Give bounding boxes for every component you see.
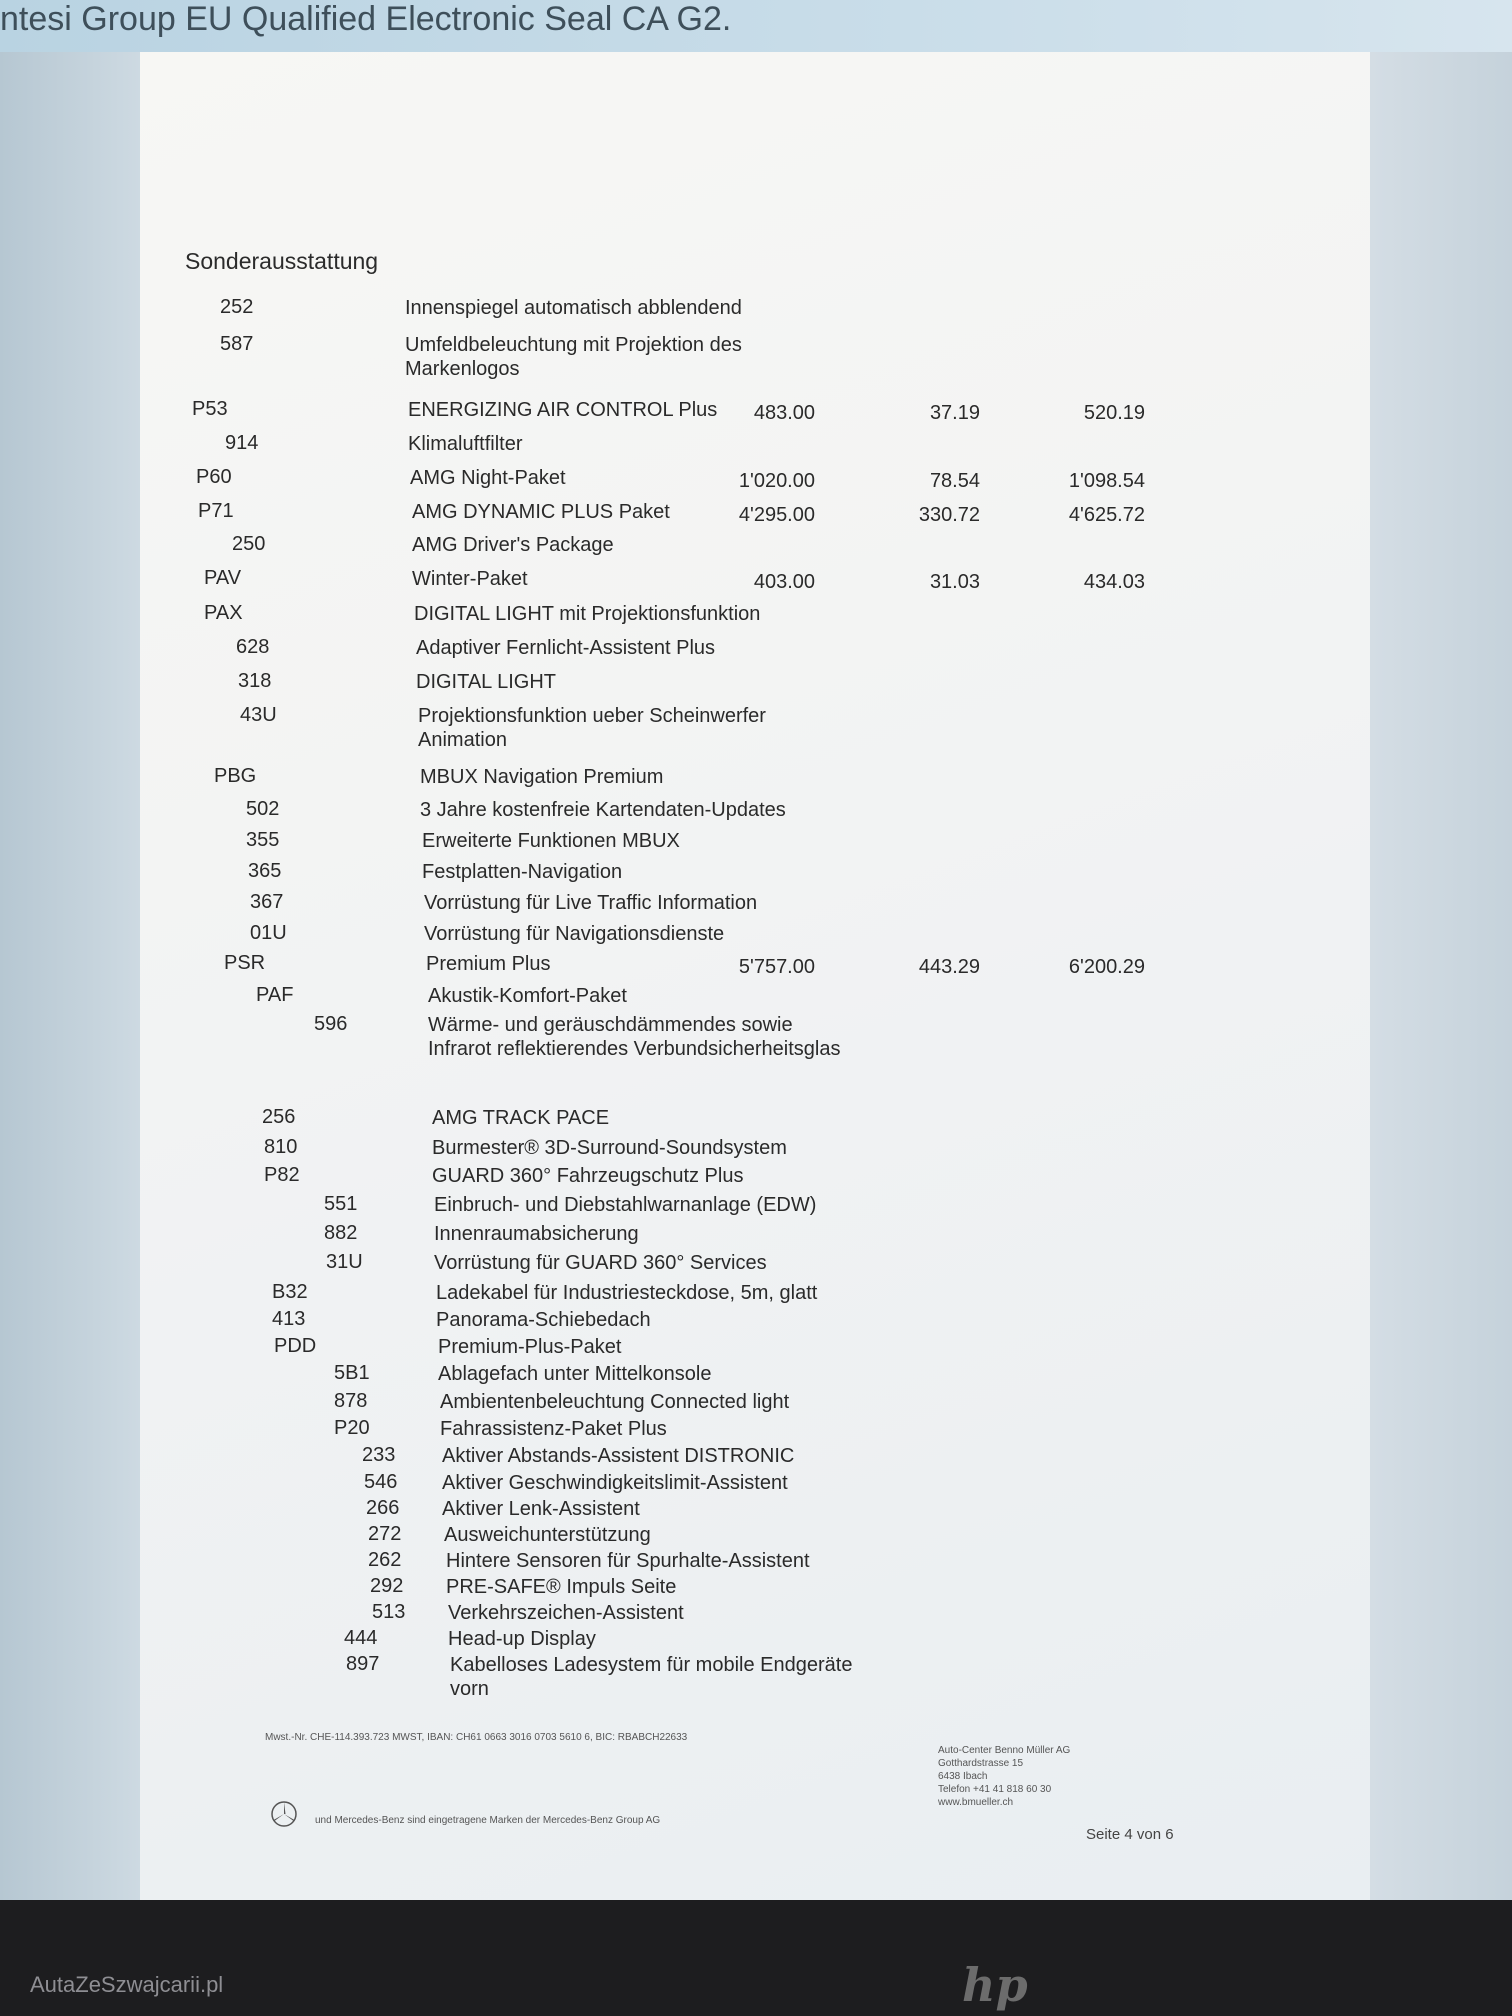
option-description: Festplatten-Navigation: [422, 861, 623, 883]
option-description: Winter-Paket: [412, 568, 528, 590]
option-code: 810: [264, 1136, 298, 1158]
price-net: 5'757.00: [738, 956, 815, 978]
hp-logo-icon: hp: [962, 1958, 1028, 2012]
option-code: PSR: [224, 952, 266, 974]
option-code: 01U: [250, 922, 287, 944]
option-code: PAX: [204, 602, 243, 624]
price-total: 1'098.54: [1068, 470, 1145, 492]
price-net: 403.00: [753, 571, 815, 593]
vat-line: Mwst.-Nr. CHE-114.393.723 MWST, IBAN: CH61 0663 3016 0703 5610 6, BIC: RBABCH22633: [265, 1732, 688, 1743]
option-description: Aktiver Lenk-Assistent: [442, 1498, 640, 1520]
screen-right-margin: [1360, 52, 1512, 1902]
option-code: 502: [246, 798, 280, 820]
price-net: 4'295.00: [738, 504, 815, 526]
option-description: 3 Jahre kostenfreie Kartendaten-Updates: [420, 799, 786, 821]
option-description: Aktiver Abstands-Assistent DISTRONIC: [442, 1445, 795, 1467]
option-description: ENERGIZING AIR CONTROL Plus: [408, 399, 718, 421]
option-code: B32: [272, 1281, 308, 1303]
pdf-viewer-titlebar: [0, 0, 1512, 52]
option-description: Burmester® 3D-Surround-Soundsystem: [432, 1137, 787, 1159]
option-code: 413: [272, 1308, 306, 1330]
option-code: 318: [238, 670, 272, 692]
option-code: 546: [364, 1471, 398, 1493]
dealer-line: www.bmueller.ch: [938, 1797, 1014, 1808]
trademark-note: und Mercedes-Benz sind eingetragene Marken der Mercedes-Benz Group AG: [315, 1815, 661, 1826]
option-description: Vorrüstung für Live Traffic Information: [424, 892, 758, 914]
page-number: Seite 4 von 6: [1086, 1826, 1174, 1843]
option-description: AMG Driver's Package: [412, 534, 614, 556]
option-code: 355: [246, 829, 280, 851]
option-description: Vorrüstung für GUARD 360° Services: [434, 1252, 767, 1274]
price-total: 434.03: [1083, 571, 1145, 593]
option-code: 914: [225, 432, 259, 454]
option-description: Ambientenbeleuchtung Connected light: [440, 1391, 790, 1413]
option-code: P60: [196, 466, 232, 488]
option-description: Aktiver Geschwindigkeitslimit-Assistent: [442, 1472, 788, 1494]
option-code: P20: [334, 1417, 370, 1439]
watermark-text: AutaZeSzwajcarii.pl: [30, 1972, 224, 1997]
option-code: 551: [324, 1193, 358, 1215]
option-description: Ablagefach unter Mittelkonsole: [438, 1363, 712, 1385]
option-description: Verkehrszeichen-Assistent: [448, 1602, 684, 1624]
option-code: 878: [334, 1390, 368, 1412]
price-vat: 37.19: [929, 402, 980, 424]
option-description: Akustik-Komfort-Paket: [428, 985, 627, 1007]
price-vat: 330.72: [918, 504, 980, 526]
monitor-bezel: [0, 1900, 1512, 2016]
option-description: Erweiterte Funktionen MBUX: [422, 830, 680, 852]
option-code: PDD: [274, 1335, 317, 1357]
option-description: PRE-SAFE® Impuls Seite: [446, 1576, 677, 1598]
option-code: P71: [198, 500, 234, 522]
option-code: 262: [368, 1549, 402, 1571]
price-total: 4'625.72: [1068, 504, 1145, 526]
price-vat: 31.03: [929, 571, 980, 593]
option-description: GUARD 360° Fahrzeugschutz Plus: [432, 1165, 744, 1187]
option-code: 266: [366, 1497, 400, 1519]
option-code: PAV: [204, 567, 242, 589]
option-code: 233: [362, 1444, 396, 1466]
option-code: 250: [232, 533, 266, 555]
option-description: DIGITAL LIGHT: [416, 671, 557, 693]
option-description: Vorrüstung für Navigationsdienste: [424, 923, 725, 945]
option-code: 256: [262, 1106, 296, 1128]
option-code: 5B1: [334, 1362, 370, 1384]
option-code: PBG: [214, 765, 257, 787]
option-description: Hintere Sensoren für Spurhalte-Assistent: [446, 1550, 810, 1572]
option-description: Umfeldbeleuchtung mit Projektion des Markenlogos: [405, 334, 742, 380]
dealer-address: [938, 1744, 1070, 1809]
dealer-line: 6438 Ibach: [938, 1771, 988, 1782]
option-description: Kabelloses Ladesystem für mobile Endgeräte vorn: [450, 1654, 853, 1700]
option-code: 897: [346, 1653, 380, 1675]
option-code: 252: [220, 296, 254, 318]
option-description: Ausweichunterstützung: [444, 1524, 651, 1546]
option-description: DIGITAL LIGHT mit Projektionsfunktion: [414, 603, 761, 625]
price-total: 520.19: [1083, 402, 1145, 424]
option-code: 292: [370, 1575, 404, 1597]
option-description: Wärme- und geräuschdämmendes sowie Infrarot reflektierendes Verbundsicherheitsglas: [428, 1014, 841, 1060]
price-vat: 78.54: [929, 470, 980, 492]
option-code: 513: [372, 1601, 406, 1623]
option-code: 444: [344, 1627, 378, 1649]
section-title: Sonderausstattung: [185, 248, 379, 274]
option-code: PAF: [256, 984, 294, 1006]
option-description: Panorama-Schiebedach: [436, 1309, 651, 1331]
option-code: 272: [368, 1523, 402, 1545]
dealer-line: Auto-Center Benno Müller AG: [938, 1745, 1071, 1756]
option-description: Innenspiegel automatisch abblendend: [405, 297, 742, 319]
option-code: 365: [248, 860, 282, 882]
option-description: Head-up Display: [448, 1628, 596, 1650]
option-code: 882: [324, 1222, 358, 1244]
option-description: Klimaluftfilter: [408, 433, 523, 455]
mercedes-star-icon: [270, 1800, 298, 1828]
price-vat: 443.29: [918, 956, 980, 978]
option-code: P53: [192, 398, 228, 420]
option-description: AMG DYNAMIC PLUS Paket: [412, 501, 670, 523]
option-description: Einbruch- und Diebstahlwarnanlage (EDW): [434, 1194, 817, 1216]
price-total: 6'200.29: [1068, 956, 1145, 978]
option-description: Premium Plus: [426, 953, 551, 975]
option-code: 628: [236, 636, 270, 658]
screen-left-margin: [0, 52, 150, 1902]
option-description: Ladekabel für Industriesteckdose, 5m, glatt: [436, 1282, 818, 1304]
price-net: 483.00: [753, 402, 815, 424]
option-code: 31U: [326, 1251, 363, 1273]
option-description: Fahrassistenz-Paket Plus: [440, 1418, 667, 1440]
option-code: 587: [220, 333, 254, 355]
option-description: AMG TRACK PACE: [432, 1107, 610, 1129]
dealer-line: Telefon +41 41 818 60 30: [938, 1784, 1052, 1795]
option-code: 43U: [240, 704, 277, 726]
price-net: 1'020.00: [738, 470, 815, 492]
dealer-line: Gotthardstrasse 15: [938, 1758, 1024, 1769]
signature-info-text: ntesi Group EU Qualified Electronic Seal CA G2.: [0, 0, 732, 38]
option-code: 367: [250, 891, 284, 913]
option-description: Projektionsfunktion ueber Scheinwerfer Animation: [418, 705, 766, 751]
option-description: Premium-Plus-Paket: [438, 1336, 622, 1358]
option-code: 596: [314, 1013, 348, 1035]
option-description: AMG Night-Paket: [410, 467, 566, 489]
option-description: Innenraumabsicherung: [434, 1223, 639, 1245]
option-description: MBUX Navigation Premium: [420, 766, 664, 788]
option-description: Adaptiver Fernlicht-Assistent Plus: [416, 637, 716, 659]
option-code: P82: [264, 1164, 300, 1186]
